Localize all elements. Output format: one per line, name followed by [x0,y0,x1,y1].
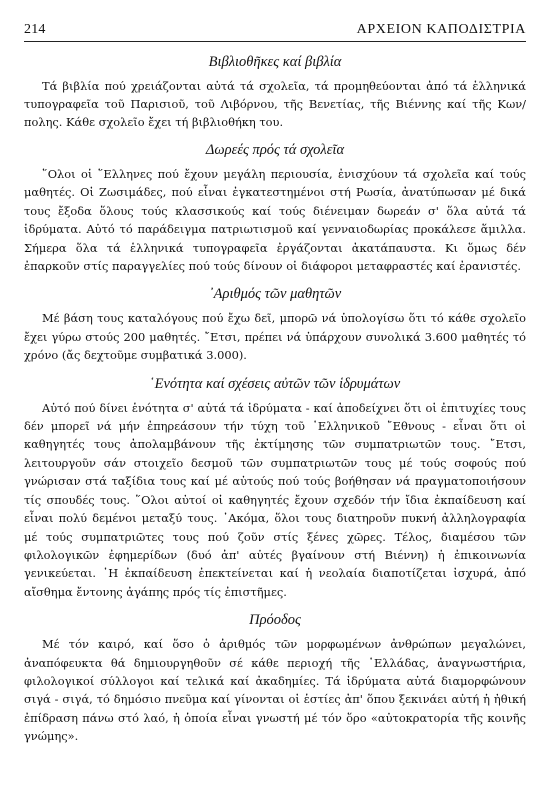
running-header [24,22,526,42]
section-heading-progress: Πρόοδος [249,612,301,629]
page-number: 214 [24,22,46,37]
running-title: ΑΡΧΕΙΟΝ ΚΑΠΟΔΙΣΤΡΙΑ [356,22,526,37]
section-heading-unity: ῾Ενότητα καί σχέσεις αὐτῶν τῶν ἱδρυμάτων [149,375,401,392]
section-progress [24,612,526,745]
paragraph-student-count: Μέ βάση τους καταλόγους πού ἔχω δεῖ, μπορῶ νά ὑπολογίσω ὅτι τό κάθε σχολεῖο ἔχει γύρω στούς 200 μαθητές. ῎Ετσι, πρέπει νά ὑπάρχουν συνολικά 3.600 μαθητές τό χρόνο (ἄς δεχτοῦμε συμβατικά 3.000). [24,311,526,363]
section-heading-libraries: Βιβλιοθῆκες καί βιβλία [208,54,342,70]
paragraph-libraries: Τά βιβλία πού χρειάζονται αὐτά τά σχολεῖα, τά προμηθεύονται ἀπό τά ἑλληνικά τυπογραφεῖα τοῦ Παρισιοῦ, τοῦ Λιβόρνου, τῆς Βενετίας, τῆς Βιέννης καί τῆς Κων/πολης. Κάθε σχολεῖο ἔχει τή βιβλιοθήκη του. [24,79,526,129]
paragraph-donations: ῞Ολοι οἱ ῞Ελληνες πού ἔχουν μεγάλη περιουσία, ἐνισχύουν τά σχολεῖα καί τούς μαθητές. Οἱ Ζωσιμάδες, πού εἶναι ἐγκατεστημένοι στή Ρωσία, ἀνατύπωσαν μέ δικά τους ἔξοδα ὅλους τούς κλασσικούς καί τούς διένειμαν δωρεάν σ' ὅλα αὐτά τά ἱδρύματα. Αὐτό τό παράδειγμα πατριωτισμοῦ καί γενναιοδωρίας προκάλεσε ἅμιλλα. Σήμερα ὅλα τά ἑλληνικά τυπογραφεῖα ἐργάζονται ἀκατάπαυστα. Κι ὅμως δέν ἐπαρκοῦν στίς παραγγελίες πού τούς δίνουν οἱ διάφοροι μεταφραστές καί ἐρανιστές. [24,167,526,274]
section-student-count [24,286,526,364]
section-libraries [24,54,526,131]
paragraph-unity: Αὐτό πού δίνει ἑνότητα σ' αὐτά τά ἱδρύματα - καί ἀποδείχνει ὅτι οἱ ἐπιτυχίες τους δέν μπορεῖ νά μήν ἐπηρεάσουν τήν τύχη τοῦ ῾Ελληνικοῦ ῎Εθνους - εἶναι ὅτι οἱ καθηγητές τους ἀπολαμβάνουν τῆς ἐκτίμησης τῶν συμπατριωτῶν τους. ῎Ετσι, λειτουργοῦν σάν στοιχεῖο δεσμοῦ τῶν συμπατριωτῶν τους μέ τούς σοφούς πού γνώρισαν στά ταξίδια τους καί μέ αὐτούς πού τούς βοήθησαν νά πραγματοποιήσουν τίς σπουδές τους. ῞Ολοι αὐτοί οἱ καθηγητές ἔχουν σχεδόν τήν ἴδια ἐκπαίδευση καί εἶναι πολύ δεμένοι μεταξύ τους. ᾿Ακόμα, ὅλοι τους διατηροῦν πυκνή ἀλληλογραφία μέ τούς συμπατριῶτες τους πού ζοῦν στίς ξένες χῶρες. Τέλος, διαμέσου τῶν φιλολογικῶν ἐφημερίδων (δυό ἀπ' αὐτές βγαίνουν στή Βιέννη) ἡ ἐπικοινωνία γενικεύεται. ῾Η ἐκπαίδευση ἐπεκτείνεται καί ἡ νεολαία διαποτίζεται ἰσχυρά, ἀπό αἴσθημα ἔντονης ἀγάπης πρός τίς ἐπιστῆμες. [24,400,526,599]
section-unity [24,376,526,601]
paragraph-progress: Μέ τόν καιρό, καί ὅσο ὁ ἀριθμός τῶν μορφωμένων ἀνθρώπων μεγαλώνει, ἀναπόφευκτα θά δημιουργηθοῦν σέ κάθε περιοχή τῆς ῾Ελλάδας, ἀναγνωστήρια, φιλολογικοί σύλλογοι καί τελικά καί ἀκαδημίες. Τά ἱδρύματα αὐτά διαμορφώνουν σιγά - σιγά, τό δημόσιο πνεῦμα καί γίνονται οἱ ἑστίες ἀπ' ὅπου ξεκινάει αὐτή ἡ ἠθική ἐπίδραση πάνω στό λαό, ἡ ὁποία εἶναι γνωστή μέ τόν ὅρο «αὐτοκρατορία τῆς κοινῆς γνώμης». [24,637,526,744]
section-heading-student-count: ᾿Αριθμός τῶν μαθητῶν [208,286,342,303]
section-donations [24,142,526,275]
section-heading-donations: Δωρεές πρός τά σχολεῖα [205,142,345,158]
